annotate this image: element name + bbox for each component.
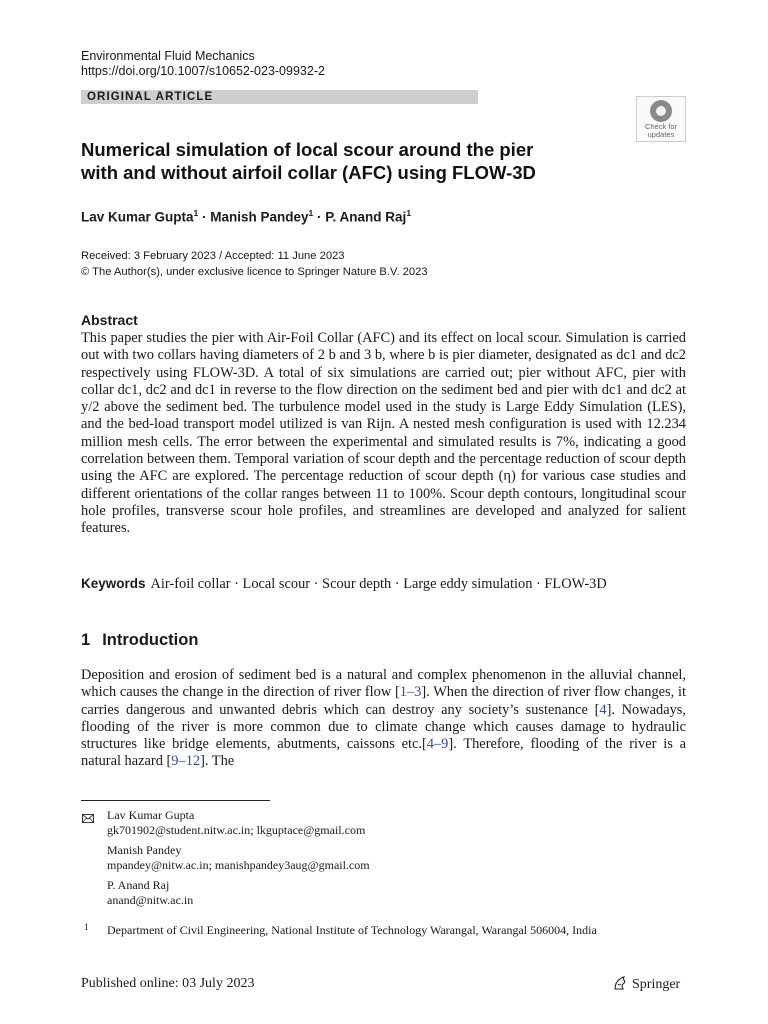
contact-email[interactable]: gk701902@student.nitw.ac.in; lkguptace@gmail.com bbox=[107, 823, 366, 837]
author-affiliation-mark: 1 bbox=[406, 208, 412, 218]
intro-text: ]. Therefore, flooding of the river is a natural hazard [ bbox=[81, 736, 686, 770]
citation-link[interactable]: 9–12 bbox=[171, 753, 201, 770]
title-line-1: Numerical simulation of local scour around the pier bbox=[81, 139, 534, 160]
copyright-notice: © The Author(s), under exclusive licence to Springer Nature B.V. 2023 bbox=[81, 266, 428, 278]
check-for-updates-icon bbox=[650, 100, 672, 122]
citation-link[interactable]: 4 bbox=[599, 701, 607, 718]
keywords-label: Keywords bbox=[81, 576, 146, 591]
contact-email[interactable]: mpandey@nitw.ac.in; manishpandey3aug@gmail.com bbox=[107, 858, 370, 872]
author-separator: · bbox=[198, 209, 211, 225]
abstract-text: This paper studies the pier with Air-Foil Collar (AFC) and its effect on local scour. Simulation is carried out with two collars having diameters of 2 b and 3 b, where b is pier diameter, designated as dc1 and dc2 respectively using FLOW-3D. A total of six simulations are carried out; pier without AFC, pier with collar dc1, dc2 and dc1 in reverse to the flow direction on the sediment bed and pier with dc1 and dc2 at y/2 above the sediment bed. The turbulence model used in the study is Large Eddy Simulation (LES), and the bed-load transport model utilized is van Rijn. A nested mesh configuration is used with 12.234 million mesh cells. The error between the experimental and simulated results is 7%, indicating a good correlation between them. Temporal variation of scour depth and the percentage reduction of scour depth using the AFC are explored. The percentage reduction of scour depth (η) for various case studies and different orientations of the collar ranges between 11 to 100%. Scour depth contours, longitudinal scour hole profiles, transverse scour hole profiles, and streamlines are developed and analyzed for salient features. bbox=[81, 330, 686, 537]
doi-link[interactable]: https://doi.org/10.1007/s10652-023-09932-2 bbox=[81, 64, 325, 78]
author-list bbox=[81, 208, 411, 225]
footnote-divider bbox=[81, 800, 270, 801]
badge-label-2: updates bbox=[647, 130, 675, 139]
contact-name: Lav Kumar Gupta bbox=[107, 808, 195, 822]
check-for-updates-badge[interactable] bbox=[636, 96, 686, 142]
corresponding-author bbox=[107, 808, 365, 838]
badge-label-1: Check for bbox=[644, 122, 678, 131]
contact-email[interactable]: anand@nitw.ac.in bbox=[107, 893, 194, 907]
abstract-heading: Abstract bbox=[81, 312, 138, 328]
citation-link[interactable]: 4–9 bbox=[426, 736, 449, 753]
contact-name: Manish Pandey bbox=[107, 843, 182, 857]
section-number: 1 bbox=[81, 631, 91, 649]
introduction-paragraph bbox=[81, 667, 686, 771]
published-online-date: Published online: 03 July 2023 bbox=[81, 976, 255, 991]
section-heading-introduction bbox=[81, 631, 198, 650]
title-line-2: with and without airfoil collar (AFC) using FLOW-3D bbox=[81, 162, 536, 183]
author-separator: · bbox=[313, 209, 326, 225]
publisher-name: Springer bbox=[632, 977, 681, 992]
keywords-text: Air-foil collar · Local scour · Scour depth · Large eddy simulation · FLOW-3D bbox=[150, 576, 607, 592]
intro-text: [ bbox=[394, 684, 400, 701]
section-title: Introduction bbox=[102, 631, 199, 649]
author-affiliation-mark: 1 bbox=[308, 208, 314, 218]
intro-text: ]. The bbox=[200, 753, 235, 770]
contact-name: P. Anand Raj bbox=[107, 878, 170, 892]
intro-text: ]. Nowadays, flooding of the river is more common due to climate change which causes damage to hydraulic structures like bridge elements, abutments, caissons etc.[ bbox=[81, 701, 686, 753]
author-contact bbox=[107, 878, 193, 908]
citation-link[interactable]: 1–3 bbox=[399, 684, 422, 701]
author-affiliation-mark: 1 bbox=[193, 208, 199, 218]
publisher-logo[interactable] bbox=[612, 975, 680, 993]
keywords-line bbox=[81, 576, 607, 593]
springer-horse-icon bbox=[612, 975, 628, 991]
journal-name: Environmental Fluid Mechanics bbox=[81, 49, 255, 63]
intro-text: ]. When the direction of river flow changes, it carries dangerous and unwanted debris which can destroy any society’s sustenance [ bbox=[81, 684, 686, 718]
author-name[interactable]: Lav Kumar Gupta bbox=[81, 209, 194, 225]
article-type-banner: ORIGINAL ARTICLE bbox=[81, 90, 478, 104]
envelope-icon bbox=[82, 810, 94, 828]
affiliation-text: Department of Civil Engineering, National Institute of Technology Warangal, Warangal 506004, India bbox=[107, 923, 597, 937]
paper-title bbox=[81, 138, 601, 184]
received-accepted-dates: Received: 3 February 2023 / Accepted: 11 June 2023 bbox=[81, 250, 345, 262]
author-name[interactable]: Manish Pandey bbox=[210, 209, 309, 225]
affiliation-mark: 1 bbox=[84, 922, 89, 932]
author-name[interactable]: P. Anand Raj bbox=[325, 209, 407, 225]
intro-text: Deposition and erosion of sediment bed is a natural and complex phenomenon in the alluvial channel, which causes the change in the direction of river flow bbox=[81, 667, 686, 701]
author-contact bbox=[107, 843, 370, 873]
